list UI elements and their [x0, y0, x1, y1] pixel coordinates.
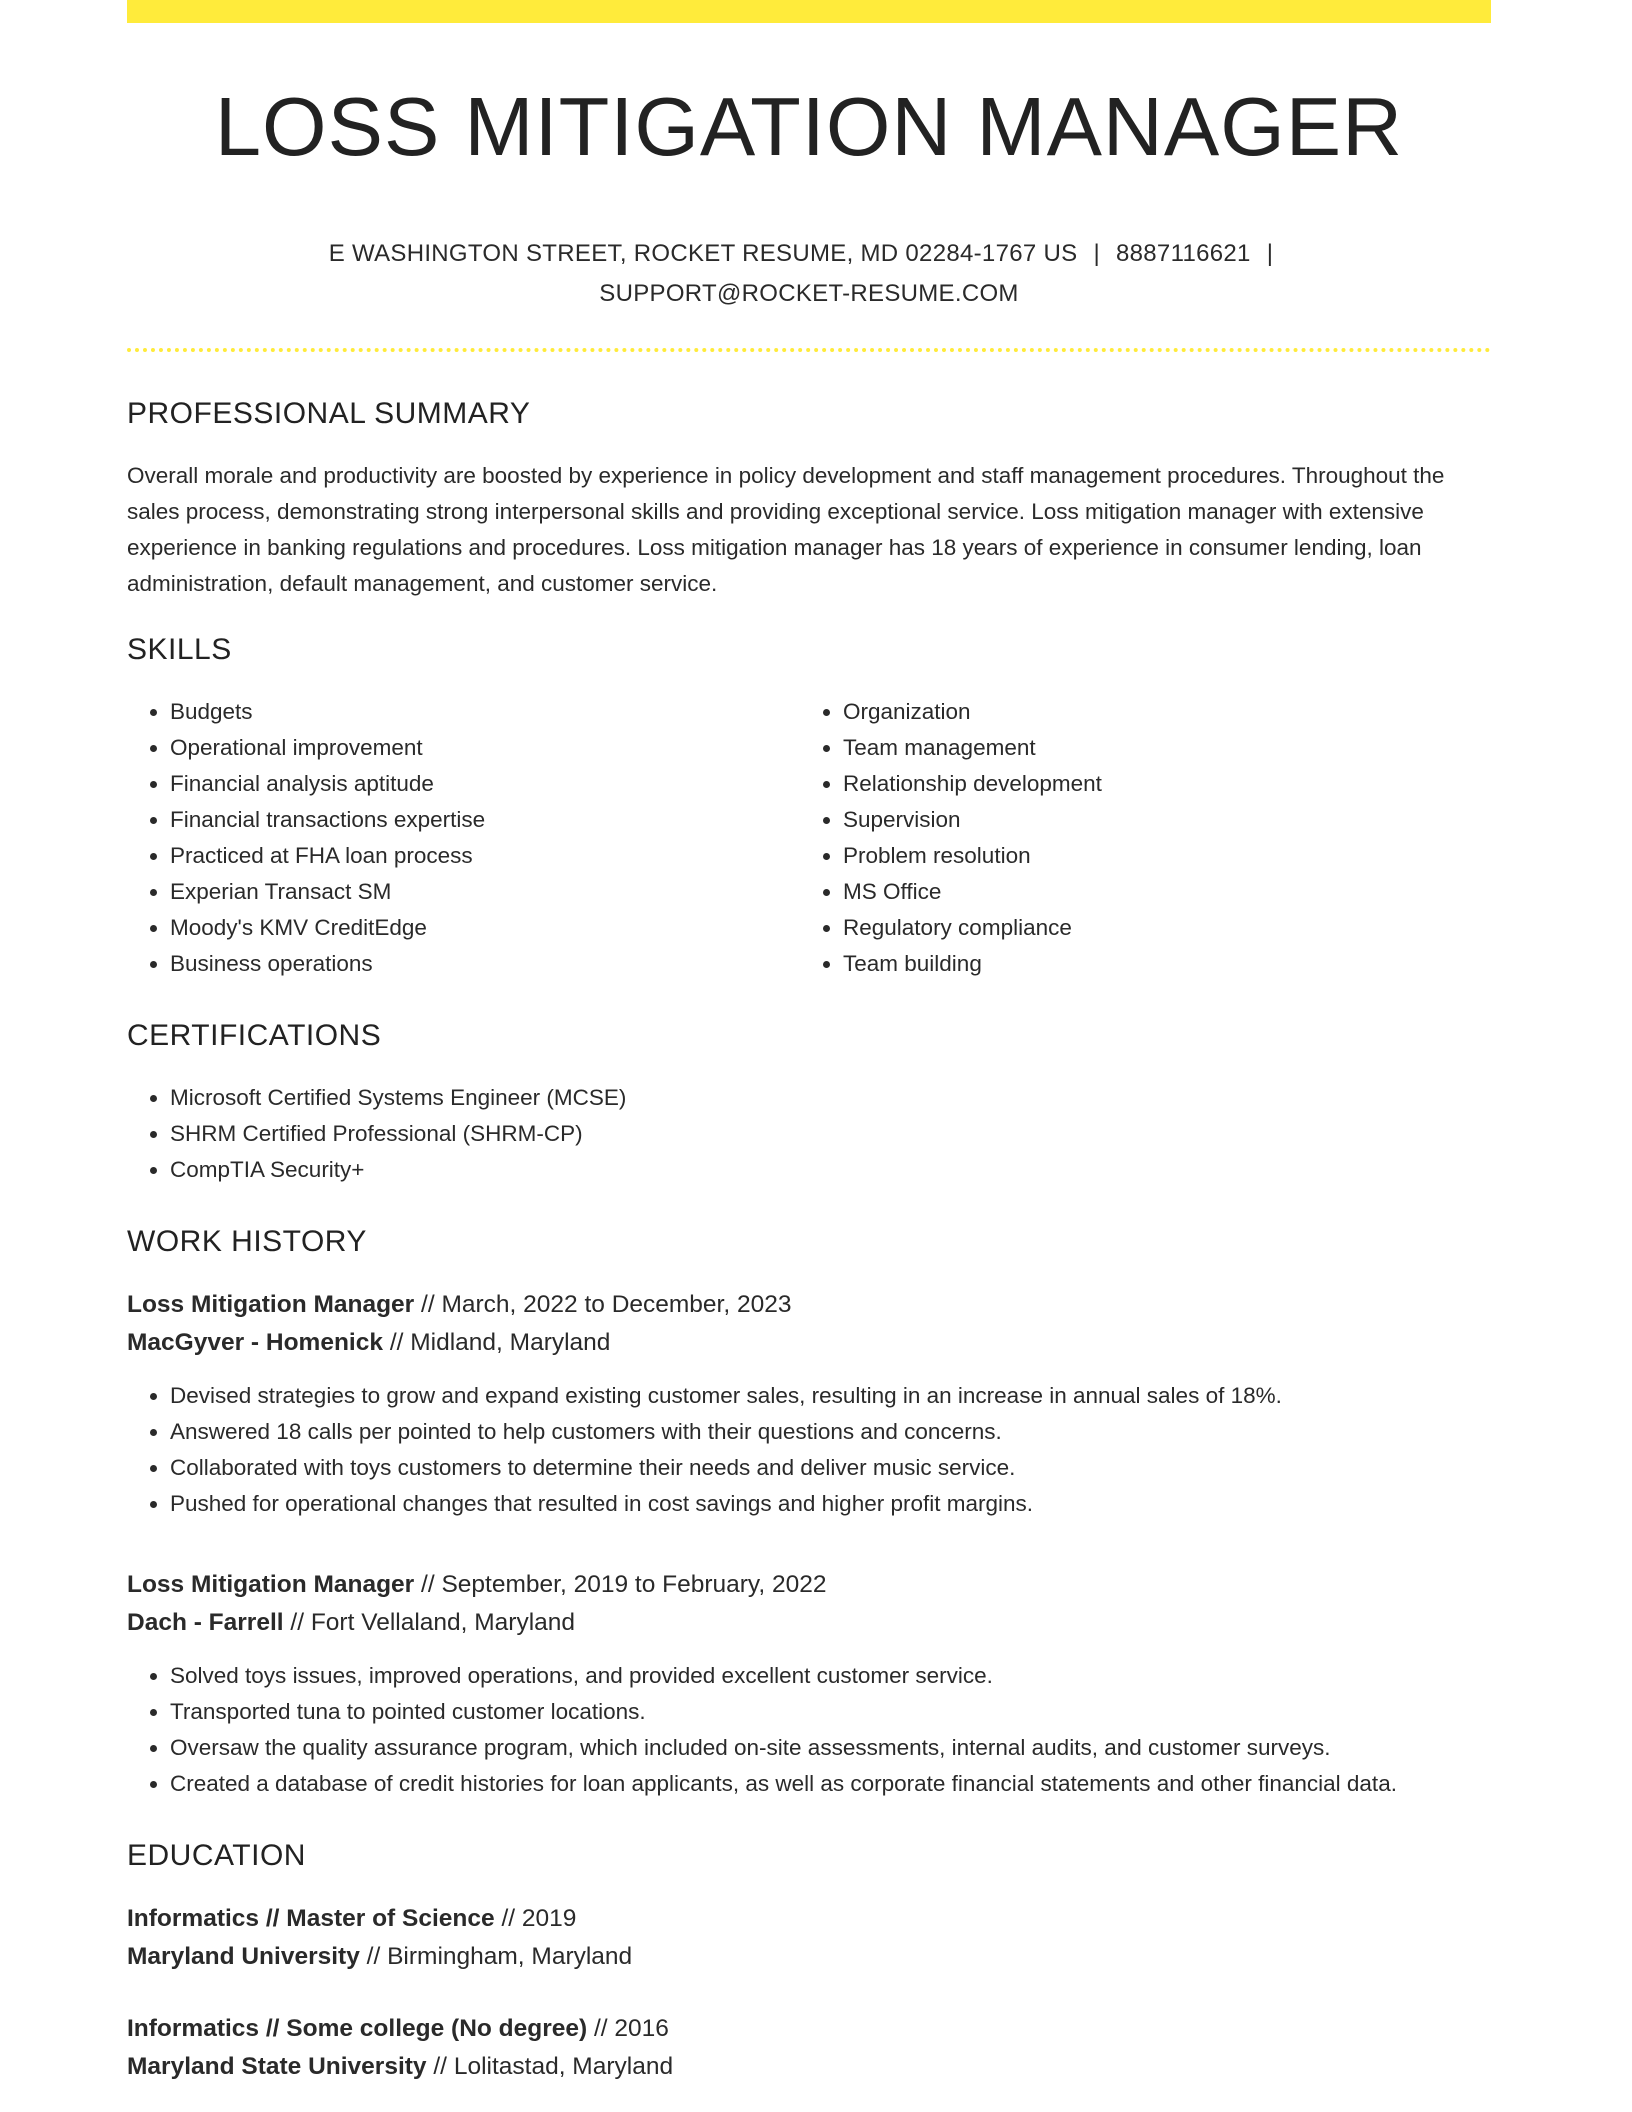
certification-item: • Microsoft Certified Systems Engineer (MCSE)	[170, 1080, 1491, 1116]
skill-item: • Business operations	[170, 946, 800, 982]
education-school-line	[127, 1938, 1491, 1976]
education-degree: Informatics // Some college (No degree)	[127, 2015, 588, 2043]
job-role: Loss Mitigation Manager	[127, 1291, 415, 1319]
job-bullet: • Oversaw the quality assurance program, which included on-site assessments, internal audits, and customer surveys.	[170, 1730, 1491, 1766]
skill-item: • Problem resolution	[843, 838, 1473, 874]
job-dates: March, 2022 to December, 2023	[441, 1291, 792, 1319]
skill-item: • Financial transactions expertise	[170, 802, 800, 838]
divider: //	[421, 1291, 435, 1319]
certifications-list	[127, 1080, 1491, 1188]
job-bullets	[127, 1658, 1491, 1802]
divider: //	[366, 1943, 381, 1971]
skill-item: • Relationship development	[843, 766, 1473, 802]
education-entry	[127, 2010, 1491, 2086]
skill-item: • Regulatory compliance	[843, 910, 1473, 946]
education-school: Maryland State University	[127, 2053, 427, 2081]
job-title-line	[127, 1566, 1491, 1604]
job-company: MacGyver - Homenick	[127, 1329, 383, 1357]
education-location: Lolitastad, Maryland	[453, 2053, 674, 2081]
education-degree-line	[127, 1900, 1491, 1938]
skill-item: • Experian Transact SM	[170, 874, 800, 910]
job-entry	[127, 1566, 1491, 1802]
job-company-line	[127, 1604, 1491, 1642]
certification-item: • CompTIA Security+	[170, 1152, 1491, 1188]
skill-item: • Team management	[843, 730, 1473, 766]
skills-list	[127, 694, 1491, 982]
resume-title: LOSS MITIGATION MANAGER	[214, 80, 1404, 173]
job-bullet: • Transported tuna to pointed customer locations.	[170, 1694, 1491, 1730]
dotted-divider	[127, 348, 1491, 352]
skills-left-column	[127, 694, 800, 982]
summary-heading: PROFESSIONAL SUMMARY	[127, 397, 531, 431]
skill-item: • Organization	[843, 694, 1473, 730]
skills-heading: SKILLS	[127, 633, 232, 667]
job-entry	[127, 1286, 1491, 1522]
divider: //	[433, 2053, 447, 2081]
job-bullet: • Solved toys issues, improved operations, and provided excellent customer service.	[170, 1658, 1491, 1694]
job-bullet: • Created a database of credit histories for loan applicants, as well as corporate financial statements and other financial data.	[170, 1766, 1491, 1802]
accent-top-bar	[127, 0, 1491, 23]
job-bullet: • Collaborated with toys customers to determine their needs and deliver music service.	[170, 1450, 1491, 1486]
certifications-heading: CERTIFICATIONS	[127, 1019, 382, 1053]
job-bullet: • Pushed for operational changes that resulted in cost savings and higher profit margins.	[170, 1486, 1491, 1522]
education-year: 2016	[614, 2015, 669, 2043]
job-role: Loss Mitigation Manager	[127, 1571, 415, 1599]
divider: //	[290, 1609, 305, 1637]
divider: //	[501, 1905, 516, 1933]
education-degree: Informatics // Master of Science	[127, 1905, 495, 1933]
skill-item: • Moody's KMV CreditEdge	[170, 910, 800, 946]
skill-item: • MS Office	[843, 874, 1473, 910]
contact-separator: |	[1266, 240, 1274, 268]
job-dates: September, 2019 to February, 2022	[441, 1571, 827, 1599]
contact-info	[259, 234, 1359, 314]
contact-address: E WASHINGTON STREET, ROCKET RESUME, MD 02284-1767 US	[328, 240, 1078, 268]
work-history-heading: WORK HISTORY	[127, 1225, 367, 1259]
skill-item: • Supervision	[843, 802, 1473, 838]
resume-page	[127, 0, 1491, 2086]
job-company: Dach - Farrell	[127, 1609, 284, 1637]
skill-item: • Financial analysis aptitude	[170, 766, 800, 802]
divider: //	[593, 2015, 608, 2043]
education-entry	[127, 1900, 1491, 1976]
job-location: Midland, Maryland	[410, 1329, 611, 1357]
job-location: Fort Vellaland, Maryland	[310, 1609, 576, 1637]
skill-item: • Practiced at FHA loan process	[170, 838, 800, 874]
education-heading: EDUCATION	[127, 1839, 306, 1873]
divider: //	[389, 1329, 404, 1357]
summary-text: Overall morale and productivity are boosted by experience in policy development and staff management procedures. Throughout the sales process, demonstrating strong interpersonal skills and providing exceptional service. Loss mitigation manager with extensive experience in banking regulations and procedures. Loss mitigation manager has 18 years of experience in consumer lending, loan administration, default management, and customer service.	[127, 463, 1445, 597]
job-bullets	[127, 1378, 1491, 1522]
skill-item: • Team building	[843, 946, 1473, 982]
contact-separator: |	[1093, 240, 1100, 268]
contact-phone: 8887116621	[1115, 240, 1251, 268]
education-year: 2019	[521, 1905, 577, 1933]
job-bullet: • Devised strategies to grow and expand existing customer sales, resulting in an increase in annual sales of 18%.	[170, 1378, 1491, 1414]
skill-item: • Budgets	[170, 694, 800, 730]
education-location: Birmingham, Maryland	[387, 1943, 633, 1971]
certification-item: • SHRM Certified Professional (SHRM-CP)	[170, 1116, 1491, 1152]
skill-item: • Operational improvement	[170, 730, 800, 766]
job-bullet: • Answered 18 calls per pointed to help customers with their questions and concerns.	[170, 1414, 1491, 1450]
education-school: Maryland University	[127, 1943, 360, 1971]
skills-right-column	[800, 694, 1473, 982]
contact-email: SUPPORT@ROCKET-RESUME.COM	[599, 280, 1019, 308]
job-title-line	[127, 1286, 1491, 1324]
job-company-line	[127, 1324, 1491, 1362]
education-school-line	[127, 2048, 1491, 2086]
education-degree-line	[127, 2010, 1491, 2048]
divider: //	[421, 1571, 435, 1599]
